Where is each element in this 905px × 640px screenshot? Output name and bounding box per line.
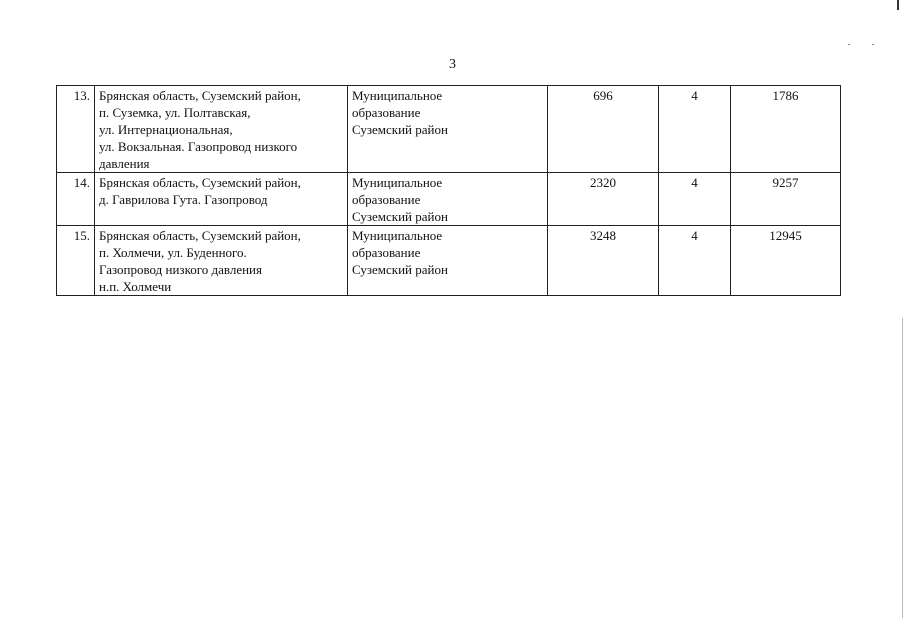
table-row [57, 173, 841, 226]
address-line: Брянская область, Суземский район, [99, 175, 301, 190]
address-line: п. Суземка, ул. Полтавская, [99, 105, 251, 120]
owner-line: Муниципальное [352, 88, 443, 103]
owner-line: Муниципальное [352, 228, 443, 243]
objects-table [56, 85, 841, 296]
length-cell: 3248 [548, 226, 659, 296]
category-cell: 4 [659, 86, 731, 173]
address-line: Брянская область, Суземский район, [99, 88, 301, 103]
cost-cell: 9257 [731, 173, 841, 226]
row-number: 15. [57, 226, 95, 296]
owner-line: образование [352, 192, 421, 207]
owner-line: Суземский район [352, 209, 448, 224]
address-line: Брянская область, Суземский район, [99, 228, 301, 243]
address-line: Газопровод низкого давления [99, 262, 262, 277]
table-row [57, 86, 841, 173]
owner-line: образование [352, 245, 421, 260]
cost-cell: 12945 [731, 226, 841, 296]
owner-line: Муниципальное [352, 175, 443, 190]
owner-line: образование [352, 105, 421, 120]
category-cell: 4 [659, 226, 731, 296]
category-cell: 4 [659, 173, 731, 226]
address-cell [95, 173, 348, 226]
row-number: 14. [57, 173, 95, 226]
scan-edge-line [902, 318, 903, 618]
address-cell [95, 86, 348, 173]
owner-cell [348, 86, 548, 173]
table-row [57, 226, 841, 296]
address-line: ул. Интернациональная, [99, 122, 233, 137]
scan-edge-mark [897, 0, 899, 10]
address-line: давления [99, 156, 150, 171]
address-line: н.п. Холмечи [99, 279, 172, 294]
scan-speck [872, 44, 874, 45]
owner-cell [348, 226, 548, 296]
row-number: 13. [57, 86, 95, 173]
owner-line: Суземский район [352, 122, 448, 137]
address-cell [95, 226, 348, 296]
cost-cell: 1786 [731, 86, 841, 173]
address-line: ул. Вокзальная. Газопровод низкого [99, 139, 298, 154]
length-cell: 2320 [548, 173, 659, 226]
owner-cell [348, 173, 548, 226]
length-cell: 696 [548, 86, 659, 173]
address-line: д. Гаврилова Гута. Газопровод [99, 192, 268, 207]
scan-speck [848, 44, 850, 45]
owner-line: Суземский район [352, 262, 448, 277]
page-number: 3 [449, 57, 456, 72]
address-line: п. Холмечи, ул. Буденного. [99, 245, 247, 260]
